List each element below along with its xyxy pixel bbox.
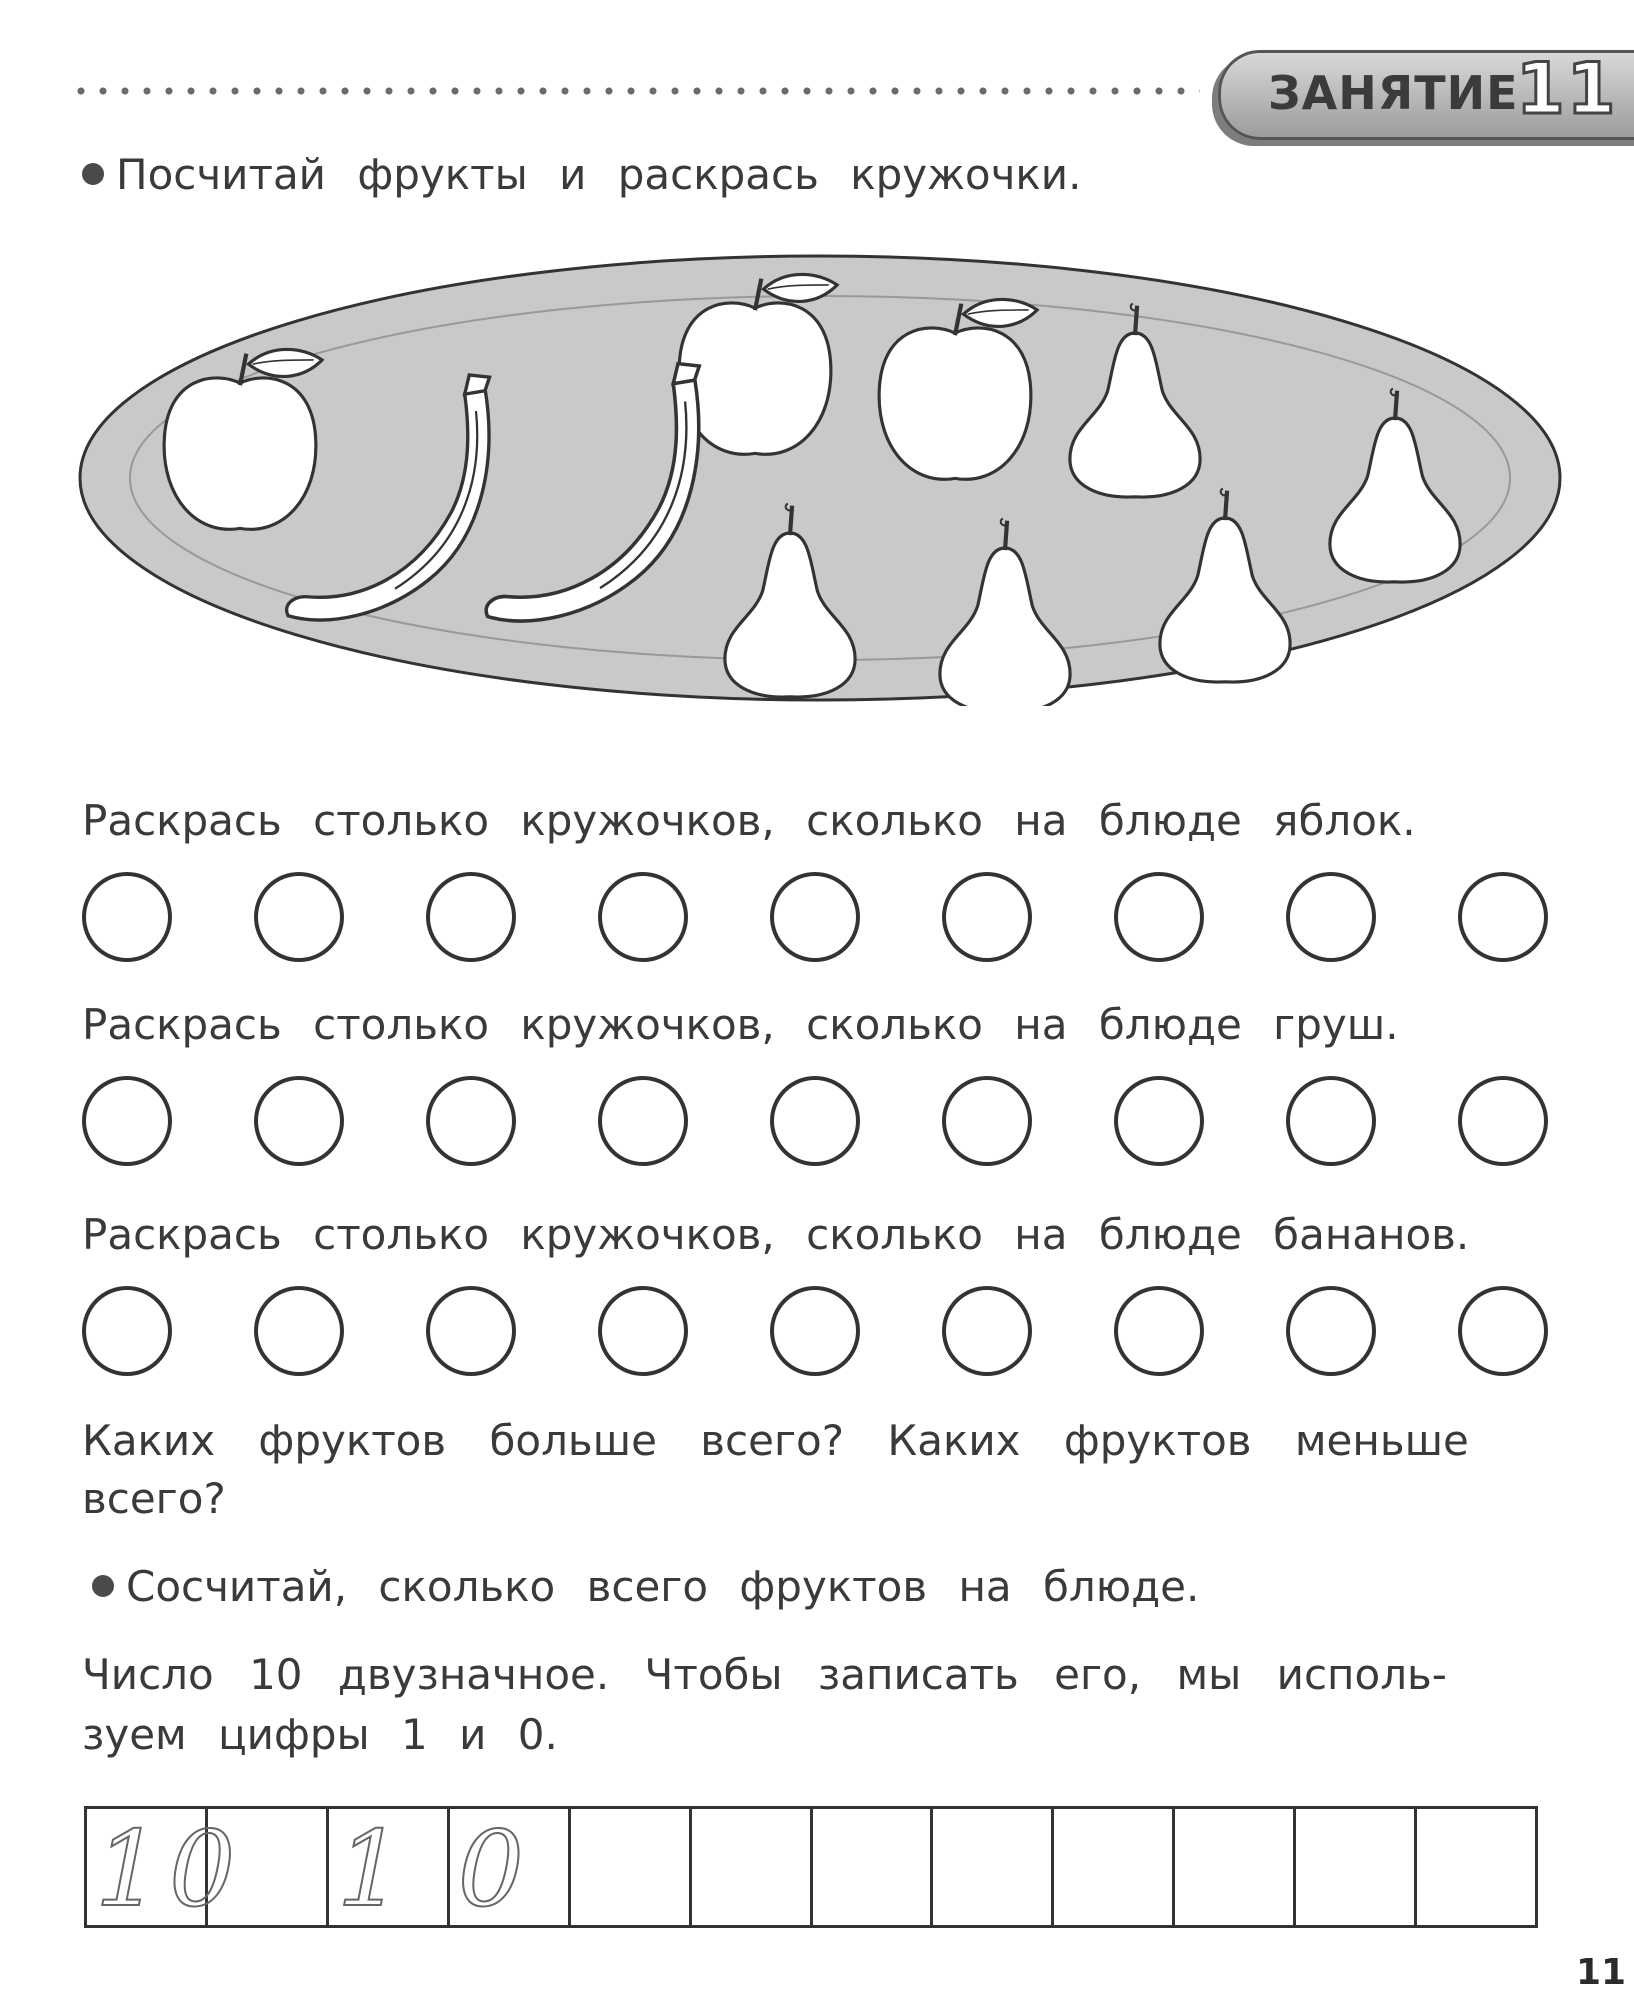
question-line-1: Каких фруктов больше всего? Каких фруктов меньше — [82, 1416, 1469, 1465]
circle[interactable] — [1286, 1076, 1376, 1166]
circle-row-pears — [82, 1076, 1562, 1176]
circle[interactable] — [254, 1076, 344, 1166]
traced-digit: 0 — [457, 1808, 532, 1930]
row-label-pears: Раскрась столько кружочков, сколько на блюде груш. — [82, 1000, 1399, 1049]
circle[interactable] — [1114, 1286, 1204, 1376]
circle[interactable] — [1458, 1286, 1548, 1376]
tracing-cell[interactable] — [571, 1809, 692, 1925]
circle[interactable] — [598, 1286, 688, 1376]
tracing-cell[interactable] — [1417, 1809, 1535, 1925]
circle[interactable] — [1114, 872, 1204, 962]
tracing-cell[interactable] — [450, 1808, 571, 1930]
bullet-icon — [82, 163, 104, 185]
circle[interactable] — [1286, 872, 1376, 962]
tracing-cell[interactable] — [1175, 1809, 1296, 1925]
bullet-icon — [92, 1575, 114, 1597]
tracing-cell[interactable] — [208, 1809, 329, 1925]
circle[interactable] — [426, 872, 516, 962]
lesson-label: ЗАНЯТИЕ — [1268, 66, 1519, 120]
circle[interactable] — [426, 1286, 516, 1376]
tracing-grid — [84, 1806, 1538, 1928]
task2-instruction-line — [92, 1562, 1199, 1611]
traced-digit: 1 — [336, 1808, 412, 1930]
circle[interactable] — [82, 872, 172, 962]
circle[interactable] — [426, 1076, 516, 1166]
circle[interactable] — [598, 1076, 688, 1166]
tracing-cell[interactable] — [1296, 1809, 1417, 1925]
task2-instruction: Сосчитай, сколько всего фруктов на блюде. — [126, 1562, 1200, 1611]
note-line-2: зуем цифры 1 и 0. — [82, 1710, 558, 1759]
page-number: 11 — [1576, 1952, 1627, 1993]
lesson-number: 11 — [1516, 48, 1618, 130]
circle[interactable] — [1458, 872, 1548, 962]
fruit-plate-illustration — [70, 236, 1570, 706]
circle[interactable] — [1286, 1286, 1376, 1376]
circle[interactable] — [770, 872, 860, 962]
tracing-cell[interactable] — [329, 1808, 450, 1930]
tracing-cell[interactable] — [87, 1808, 244, 1930]
traced-digits: 10 — [95, 1808, 244, 1930]
circle[interactable] — [942, 872, 1032, 962]
circle[interactable] — [1114, 1076, 1204, 1166]
dotted-rule — [70, 86, 1200, 96]
circle[interactable] — [254, 872, 344, 962]
task1-instruction-line — [82, 150, 1081, 199]
circle[interactable] — [942, 1076, 1032, 1166]
circle[interactable] — [598, 872, 688, 962]
row-label-bananas: Раскрась столько кружочков, сколько на блюде бананов. — [82, 1210, 1470, 1259]
task1-instruction: Посчитай фрукты и раскрась кружочки. — [116, 150, 1082, 199]
circle[interactable] — [1458, 1076, 1548, 1166]
row-label-apples: Раскрась столько кружочков, сколько на блюде яблок. — [82, 796, 1416, 845]
note-line-1: Число 10 двузначное. Чтобы записать его, мы исполь- — [82, 1650, 1447, 1699]
circle[interactable] — [82, 1076, 172, 1166]
circle[interactable] — [770, 1286, 860, 1376]
circle-row-apples — [82, 872, 1562, 972]
circle[interactable] — [254, 1286, 344, 1376]
circle-row-bananas — [82, 1286, 1562, 1386]
question-line-2: всего? — [82, 1474, 226, 1523]
tracing-cell[interactable] — [813, 1809, 934, 1925]
circle[interactable] — [770, 1076, 860, 1166]
circle[interactable] — [942, 1286, 1032, 1376]
tracing-cell[interactable] — [1054, 1809, 1175, 1925]
tracing-cell[interactable] — [692, 1809, 813, 1925]
circle[interactable] — [82, 1286, 172, 1376]
tracing-cell[interactable] — [933, 1809, 1054, 1925]
